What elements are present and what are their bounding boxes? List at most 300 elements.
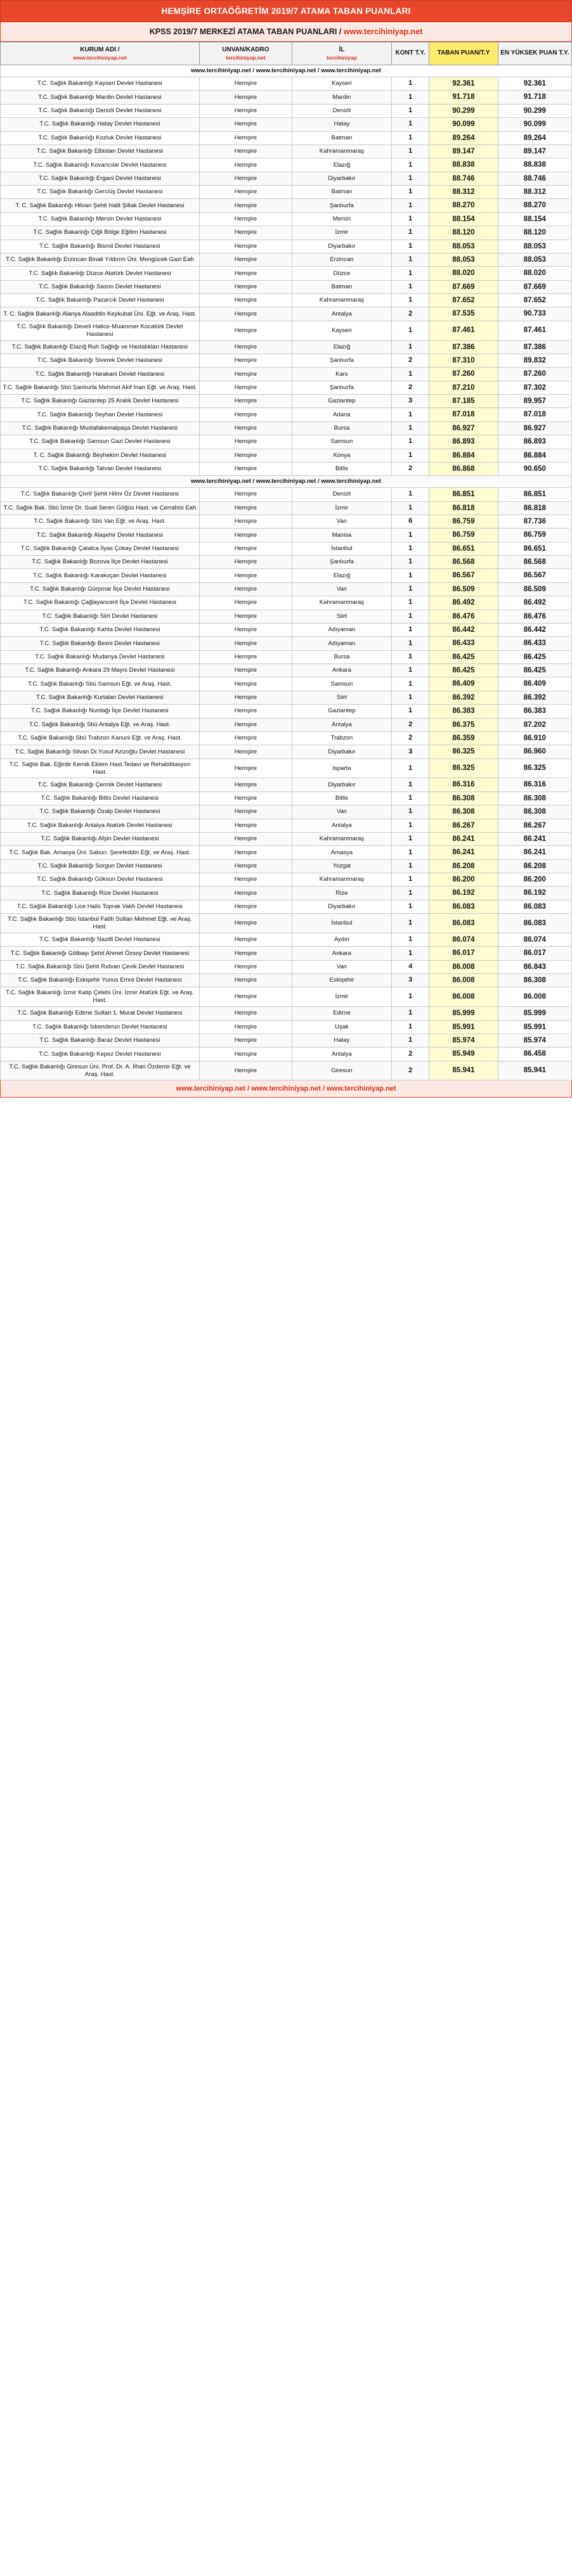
cell-taban-puan: 86.192: [429, 887, 498, 900]
cell-kontenjan: 1: [391, 212, 429, 226]
cell-unvan-kadro: Hemşire: [199, 846, 292, 859]
cell-il: Hatay: [292, 118, 391, 131]
cell-taban-puan: 86.383: [429, 705, 498, 718]
cell-en-yuksek-puan: 88.053: [498, 240, 571, 253]
cell-en-yuksek-puan: 85.974: [498, 1034, 571, 1047]
table-row: [1, 718, 572, 731]
cell-il: Siirt: [292, 610, 391, 623]
cell-kurum-adi: T.C. Sağlık Bakanlığı Ankara 29 Mayıs Devlet Hastanesi: [1, 664, 200, 677]
cell-kurum-adi: T.C. Sağlık Bakanlığı Mudanya Devlet Hastanesi: [1, 650, 200, 663]
cell-kurum-adi: T.C. Sağlık Bakanlığı Kepez Devlet Hastanesi: [1, 1048, 200, 1061]
cell-kurum-adi: T.C. Sağlık Bakanlığı Hatay Devlet Hastanesi: [1, 118, 200, 131]
cell-il: Diyarbakır: [292, 900, 391, 913]
cell-taban-puan: 90.299: [429, 104, 498, 117]
cell-unvan-kadro: Hemşire: [199, 1048, 292, 1061]
cell-unvan-kadro: Hemşire: [199, 778, 292, 791]
cell-kurum-adi: T.C. Sağlık Bakanlığı Karakoçan Devlet Hastanesi: [1, 569, 200, 582]
cell-kurum-adi: T.C. Sağlık Bakanlığı İzmir Katip Çelebi Üni. İzmir Atatürk Eğt. ve Araş. Hast.: [1, 987, 200, 1007]
cell-kontenjan: 1: [391, 623, 429, 636]
cell-en-yuksek-puan: 85.999: [498, 1007, 571, 1020]
cell-kurum-adi: T.C. Sağlık Bakanlığı Elazığ Ruh Sağlığı ve Hastalıkları Hastanesi: [1, 340, 200, 354]
cell-unvan-kadro: Hemşire: [199, 462, 292, 475]
cell-il: Van: [292, 515, 391, 528]
cell-il: Van: [292, 582, 391, 596]
cell-kontenjan: 2: [391, 381, 429, 394]
cell-en-yuksek-puan: 86.476: [498, 610, 571, 623]
table-row: [1, 408, 572, 421]
cell-kurum-adi: T.C. Sağlık Bakanlığı Giresun Üni. Prof. Dr. A. İlhan Özdemir Eğt. ve Araş. Hast.: [1, 1061, 200, 1080]
column-header-il-site: tercihiniyap: [327, 54, 357, 61]
cell-il: Siirt: [292, 691, 391, 704]
footer-banner[interactable]: www.tercihiniyap.net / www.tercihiniyap.net / www.tercihiniyap.net: [0, 1080, 572, 1098]
cell-taban-puan: 88.053: [429, 253, 498, 266]
cell-taban-puan: 87.386: [429, 340, 498, 354]
cell-kontenjan: 1: [391, 637, 429, 650]
cell-il: Diyarbakır: [292, 745, 391, 759]
table-row: [1, 582, 572, 596]
cell-unvan-kadro: Hemşire: [199, 650, 292, 663]
cell-taban-puan: 85.991: [429, 1020, 498, 1034]
cell-unvan-kadro: Hemşire: [199, 104, 292, 117]
table-row: [1, 1048, 572, 1061]
cell-en-yuksek-puan: 86.308: [498, 791, 571, 805]
cell-kurum-adi: T.C. Sağlık Bakanlığı İskenderun Devlet Hastanesi: [1, 1020, 200, 1034]
cell-unvan-kadro: Hemşire: [199, 745, 292, 759]
cell-en-yuksek-puan: 87.302: [498, 381, 571, 394]
cell-kontenjan: 1: [391, 421, 429, 435]
cell-kurum-adi: T.C. Sağlık Bakanlığı Gaziantep 25 Aralık Devlet Hastanesi: [1, 395, 200, 408]
cell-il: İstanbul: [292, 542, 391, 555]
cell-kurum-adi: T.C. Sağlık Bakanlığı Pazarcık Devlet Hastanesi: [1, 294, 200, 307]
cell-unvan-kadro: Hemşire: [199, 395, 292, 408]
column-header-unvan-label: UNVAN/KADRO: [222, 46, 270, 53]
cell-en-yuksek-puan: 86.843: [498, 960, 571, 973]
cell-il: Hatay: [292, 1034, 391, 1047]
table-row: [1, 556, 572, 569]
cell-il: Aydın: [292, 933, 391, 946]
cell-unvan-kadro: Hemşire: [199, 77, 292, 91]
cell-en-yuksek-puan: 86.392: [498, 691, 571, 704]
cell-kontenjan: 1: [391, 408, 429, 421]
cell-il: Trabzon: [292, 731, 391, 745]
cell-il: Batman: [292, 280, 391, 293]
cell-en-yuksek-puan: 89.957: [498, 395, 571, 408]
cell-kurum-adi: T.C. Sağlık Bakanlığı Denizli Devlet Hastanesi: [1, 104, 200, 117]
ad-banner-text-middle[interactable]: www.tercihiniyap.net / www.tercihiniyap.net / www.tercihiniyap.net: [1, 476, 572, 488]
cell-en-yuksek-puan: 86.509: [498, 582, 571, 596]
cell-unvan-kadro: Hemşire: [199, 933, 292, 946]
cell-taban-puan: 91.718: [429, 91, 498, 104]
cell-en-yuksek-puan: 88.053: [498, 253, 571, 266]
cell-taban-puan: 86.476: [429, 610, 498, 623]
cell-il: Şanlıurfa: [292, 381, 391, 394]
column-header-unvan-site: tercihiniyap.net: [225, 54, 266, 61]
cell-kontenjan: 1: [391, 199, 429, 212]
cell-unvan-kadro: Hemşire: [199, 340, 292, 354]
cell-kurum-adi: T.C. Sağlık Bakanlığı Harakani Devlet Hastanesi: [1, 368, 200, 381]
cell-il: Şanlıurfa: [292, 199, 391, 212]
cell-il: Batman: [292, 186, 391, 199]
cell-kontenjan: 4: [391, 960, 429, 973]
cell-kontenjan: 1: [391, 131, 429, 144]
cell-kontenjan: 1: [391, 873, 429, 887]
cell-kurum-adi: T.C. Sağlık Bakanlığı Özalp Devlet Hastanesi: [1, 805, 200, 819]
cell-il: Bursa: [292, 650, 391, 663]
cell-unvan-kadro: Hemşire: [199, 354, 292, 367]
cell-unvan-kadro: Hemşire: [199, 158, 292, 172]
cell-unvan-kadro: Hemşire: [199, 368, 292, 381]
cell-il: Rize: [292, 887, 391, 900]
table-row: [1, 435, 572, 449]
table-row: [1, 381, 572, 394]
cell-il: Adıyaman: [292, 637, 391, 650]
cell-il: Isparta: [292, 759, 391, 778]
cell-unvan-kadro: Hemşire: [199, 887, 292, 900]
cell-kurum-adi: T.C. Sağlık Bakanlığı Mersin Devlet Hastanesi: [1, 212, 200, 226]
cell-taban-puan: 87.652: [429, 294, 498, 307]
cell-kontenjan: 1: [391, 158, 429, 172]
cell-kurum-adi: T.C. Sağlık Bakanlığı Sbü Antalya Eğt. ve Araş. Hast.: [1, 718, 200, 731]
cell-kontenjan: 3: [391, 974, 429, 987]
ad-banner-text-top[interactable]: www.tercihiniyap.net / www.tercihiniyap.net / www.tercihiniyap.net: [1, 65, 572, 77]
cell-kurum-adi: T.C. Sağlık Bakanlığı Mardin Devlet Hastanesi: [1, 91, 200, 104]
table-row: [1, 846, 572, 859]
cell-en-yuksek-puan: 92.361: [498, 77, 571, 91]
cell-kurum-adi: T.C. Sağlık Bakanlığı Siirt Devlet Hastanesi: [1, 610, 200, 623]
cell-kontenjan: 2: [391, 307, 429, 321]
table-row: [1, 395, 572, 408]
cell-kurum-adi: T. C. Sağlık Bakanlığı Alanya Alaaddin Keykubat Üni. Eğt. ve Araş. Hast.: [1, 307, 200, 321]
cell-unvan-kadro: Hemşire: [199, 172, 292, 185]
table-row: [1, 462, 572, 475]
cell-unvan-kadro: Hemşire: [199, 321, 292, 340]
cell-kontenjan: 1: [391, 104, 429, 117]
cell-kontenjan: 1: [391, 280, 429, 293]
subtitle-text: KPSS 2019/7 MERKEZİ ATAMA TABAN PUANLARI /: [149, 27, 344, 36]
cell-il: Batman: [292, 131, 391, 144]
table-row: [1, 832, 572, 845]
cell-kurum-adi: T.C. Sağlık Bakanlığı Afşin Devlet Hastanesi: [1, 832, 200, 845]
table-row: [1, 421, 572, 435]
cell-en-yuksek-puan: 90.299: [498, 104, 571, 117]
cell-en-yuksek-puan: 88.020: [498, 267, 571, 280]
column-header-kurum-site: www.tercihiniyap.net: [73, 54, 127, 61]
column-header-taban-puan: TABAN PUAN/T.Y: [429, 42, 498, 65]
cell-unvan-kadro: Hemşire: [199, 529, 292, 542]
cell-unvan-kadro: Hemşire: [199, 960, 292, 973]
table-row: [1, 650, 572, 663]
cell-en-yuksek-puan: 86.651: [498, 542, 571, 555]
cell-il: Van: [292, 960, 391, 973]
cell-kontenjan: 2: [391, 1048, 429, 1061]
cell-unvan-kadro: Hemşire: [199, 759, 292, 778]
cell-kontenjan: 1: [391, 987, 429, 1007]
cell-il: Elazığ: [292, 569, 391, 582]
cell-il: Kahramanmaraş: [292, 873, 391, 887]
table-row: [1, 637, 572, 650]
cell-kurum-adi: T. C. Sağlık Bakanlığı Beyhekim Devlet Hastanesi: [1, 449, 200, 462]
cell-kurum-adi: T.C. Sağlık Bak. Sbü İzmir Dr. Suat Seren Göğüs Hast. ve Cerrahisi Eah: [1, 501, 200, 515]
table-row: [1, 340, 572, 354]
cell-unvan-kadro: Hemşire: [199, 280, 292, 293]
cell-kontenjan: 1: [391, 819, 429, 832]
cell-taban-puan: 87.210: [429, 381, 498, 394]
cell-unvan-kadro: Hemşire: [199, 623, 292, 636]
cell-kontenjan: 1: [391, 77, 429, 91]
cell-il: Kayseri: [292, 77, 391, 91]
table-row: [1, 1061, 572, 1080]
cell-unvan-kadro: Hemşire: [199, 488, 292, 501]
cell-unvan-kadro: Hemşire: [199, 421, 292, 435]
cell-kontenjan: 1: [391, 569, 429, 582]
cell-en-yuksek-puan: 85.991: [498, 1020, 571, 1034]
cell-il: Kahramanmaraş: [292, 596, 391, 610]
cell-kontenjan: 1: [391, 449, 429, 462]
cell-taban-puan: 85.949: [429, 1048, 498, 1061]
cell-kurum-adi: T.C. Sağlık Bakanlığı Ergani Devlet Hastanesi: [1, 172, 200, 185]
cell-taban-puan: 86.241: [429, 846, 498, 859]
cell-en-yuksek-puan: 86.325: [498, 759, 571, 778]
table-row: [1, 280, 572, 293]
cell-kurum-adi: T.C. Sağlık Bakanlığı Gürpınar İlçe Devlet Hastanesi: [1, 582, 200, 596]
cell-en-yuksek-puan: 86.208: [498, 859, 571, 873]
cell-kurum-adi: T.C. Sağlık Bakanlığı Tatvan Devlet Hastanesi: [1, 462, 200, 475]
table-row: [1, 212, 572, 226]
cell-unvan-kadro: Hemşire: [199, 819, 292, 832]
cell-kontenjan: 1: [391, 253, 429, 266]
cell-kontenjan: 1: [391, 542, 429, 555]
cell-kurum-adi: T.C. Sağlık Bakanlığı Erzincan Binali Yıldırım Üni. Mengücek Gazi Eah: [1, 253, 200, 266]
cell-il: Van: [292, 805, 391, 819]
cell-il: Ankara: [292, 664, 391, 677]
cell-unvan-kadro: Hemşire: [199, 131, 292, 144]
table-row: [1, 529, 572, 542]
cell-en-yuksek-puan: 87.669: [498, 280, 571, 293]
cell-en-yuksek-puan: 86.910: [498, 731, 571, 745]
cell-il: Giresun: [292, 1061, 391, 1080]
cell-taban-puan: 86.759: [429, 515, 498, 528]
cell-unvan-kadro: Hemşire: [199, 408, 292, 421]
cell-taban-puan: 87.185: [429, 395, 498, 408]
cell-il: Adana: [292, 408, 391, 421]
cell-il: Kars: [292, 368, 391, 381]
cell-unvan-kadro: Hemşire: [199, 240, 292, 253]
cell-en-yuksek-puan: 85.941: [498, 1061, 571, 1080]
cell-en-yuksek-puan: 86.851: [498, 488, 571, 501]
cell-kurum-adi: T.C. Sağlık Bakanlığı Bitlis Devlet Hastanesi: [1, 791, 200, 805]
cell-en-yuksek-puan: 86.433: [498, 637, 571, 650]
cell-unvan-kadro: Hemşire: [199, 974, 292, 987]
cell-il: Diyarbakır: [292, 172, 391, 185]
cell-il: Antalya: [292, 1048, 391, 1061]
cell-unvan-kadro: Hemşire: [199, 873, 292, 887]
cell-taban-puan: 86.425: [429, 664, 498, 677]
atama-taban-puanlari-table: [0, 42, 572, 1080]
cell-en-yuksek-puan: 88.120: [498, 226, 571, 240]
cell-il: Uşak: [292, 1020, 391, 1034]
cell-kurum-adi: T.C. Sağlık Bakanlığı Rize Devlet Hastanesi: [1, 887, 200, 900]
cell-unvan-kadro: Hemşire: [199, 449, 292, 462]
cell-il: İzmir: [292, 987, 391, 1007]
cell-kurum-adi: T.C. Sağlık Bakanlığı Bozova İlçe Devlet Hastanesi: [1, 556, 200, 569]
cell-en-yuksek-puan: 89.264: [498, 131, 571, 144]
cell-kontenjan: 1: [391, 144, 429, 158]
column-header-kurum: [1, 42, 200, 65]
cell-unvan-kadro: Hemşire: [199, 731, 292, 745]
subtitle-site-link[interactable]: www.tercihiniyap.net: [343, 27, 423, 36]
cell-taban-puan: 86.359: [429, 731, 498, 745]
cell-en-yuksek-puan: 86.442: [498, 623, 571, 636]
cell-en-yuksek-puan: 86.759: [498, 529, 571, 542]
cell-taban-puan: 86.884: [429, 449, 498, 462]
cell-kontenjan: 1: [391, 1034, 429, 1047]
table-row: [1, 987, 572, 1007]
cell-taban-puan: 86.017: [429, 947, 498, 960]
cell-taban-puan: 88.154: [429, 212, 498, 226]
cell-unvan-kadro: Hemşire: [199, 596, 292, 610]
cell-en-yuksek-puan: 86.458: [498, 1048, 571, 1061]
cell-il: Denizli: [292, 488, 391, 501]
cell-en-yuksek-puan: 86.008: [498, 987, 571, 1007]
table-header: [1, 42, 572, 77]
cell-en-yuksek-puan: 86.083: [498, 914, 571, 933]
table-body: [1, 77, 572, 1080]
cell-taban-puan: 88.270: [429, 199, 498, 212]
cell-unvan-kadro: Hemşire: [199, 582, 292, 596]
table-row: [1, 887, 572, 900]
cell-kontenjan: 2: [391, 354, 429, 367]
cell-kurum-adi: T.C. Sağlık Bakanlığı Seyhan Devlet Hastanesi: [1, 408, 200, 421]
cell-kurum-adi: T.C. Sağlık Bakanlığı Antalya Atatürk Devlet Hastanesi: [1, 819, 200, 832]
cell-il: Elazığ: [292, 158, 391, 172]
cell-en-yuksek-puan: 86.083: [498, 900, 571, 913]
cell-kurum-adi: T.C. Sağlık Bakanlığı Sbü İstanbul Fatih Sultan Mehmet Eğt. ve Araş. Hast.: [1, 914, 200, 933]
table-row: [1, 118, 572, 131]
cell-il: Erzincan: [292, 253, 391, 266]
cell-taban-puan: 86.200: [429, 873, 498, 887]
cell-taban-puan: 86.392: [429, 691, 498, 704]
table-row: [1, 104, 572, 117]
cell-unvan-kadro: Hemşire: [199, 914, 292, 933]
page-container: [0, 0, 572, 1098]
cell-taban-puan: 87.461: [429, 321, 498, 340]
cell-il: Gaziantep: [292, 395, 391, 408]
cell-unvan-kadro: Hemşire: [199, 501, 292, 515]
cell-taban-puan: 92.361: [429, 77, 498, 91]
cell-en-yuksek-puan: 91.718: [498, 91, 571, 104]
cell-il: Bursa: [292, 421, 391, 435]
cell-taban-puan: 86.492: [429, 596, 498, 610]
cell-kontenjan: 3: [391, 745, 429, 759]
cell-en-yuksek-puan: 88.312: [498, 186, 571, 199]
cell-taban-puan: 87.310: [429, 354, 498, 367]
cell-kontenjan: 1: [391, 677, 429, 691]
cell-il: Manisa: [292, 529, 391, 542]
cell-unvan-kadro: Hemşire: [199, 1020, 292, 1034]
cell-il: İzmir: [292, 501, 391, 515]
cell-kurum-adi: T.C. Sağlık Bakanlığı Kovancılar Devlet Hastanesi: [1, 158, 200, 172]
cell-unvan-kadro: Hemşire: [199, 381, 292, 394]
cell-unvan-kadro: Hemşire: [199, 556, 292, 569]
cell-unvan-kadro: Hemşire: [199, 294, 292, 307]
cell-taban-puan: 86.759: [429, 529, 498, 542]
cell-unvan-kadro: Hemşire: [199, 718, 292, 731]
table-row: [1, 294, 572, 307]
cell-kontenjan: 1: [391, 900, 429, 913]
cell-kurum-adi: T.C. Sağlık Bakanlığı Nurdağı İlçe Devlet Hastanesi: [1, 705, 200, 718]
cell-taban-puan: 86.409: [429, 677, 498, 691]
cell-en-yuksek-puan: 89.832: [498, 354, 571, 367]
table-row: [1, 267, 572, 280]
cell-il: Mersin: [292, 212, 391, 226]
cell-kurum-adi: T.C. Sağlık Bakanlığı Kurtalan Devlet Hastanesi: [1, 691, 200, 704]
cell-en-yuksek-puan: 86.884: [498, 449, 571, 462]
cell-kurum-adi: T.C. Sağlık Bakanlığı Alaşehir Devlet Hastanesi: [1, 529, 200, 542]
cell-kurum-adi: T.C. Sağlık Bakanlığı Sbü Van Eğt. ve Araş. Hast.: [1, 515, 200, 528]
cell-en-yuksek-puan: 87.461: [498, 321, 571, 340]
cell-il: Samsun: [292, 677, 391, 691]
cell-taban-puan: 89.264: [429, 131, 498, 144]
cell-kurum-adi: T.C. Sağlık Bakanlığı Sbü Şanlıurfa Mehmet Akif İnan Eğt. ve Araş. Hast.: [1, 381, 200, 394]
table-row: [1, 240, 572, 253]
cell-en-yuksek-puan: 86.927: [498, 421, 571, 435]
cell-kontenjan: 1: [391, 805, 429, 819]
cell-taban-puan: 86.868: [429, 462, 498, 475]
cell-kontenjan: 1: [391, 529, 429, 542]
cell-en-yuksek-puan: 86.425: [498, 664, 571, 677]
cell-unvan-kadro: Hemşire: [199, 805, 292, 819]
table-row: [1, 745, 572, 759]
cell-unvan-kadro: Hemşire: [199, 1007, 292, 1020]
table-row: [1, 226, 572, 240]
cell-kurum-adi: T.C. Sağlık Bakanlığı Kozluk Devlet Hastanesi: [1, 131, 200, 144]
cell-unvan-kadro: Hemşire: [199, 144, 292, 158]
table-row: [1, 515, 572, 528]
ad-banner-row-middle: [1, 476, 572, 488]
cell-taban-puan: 85.941: [429, 1061, 498, 1080]
table-header-row: [1, 42, 572, 65]
cell-en-yuksek-puan: 87.652: [498, 294, 571, 307]
table-row: [1, 914, 572, 933]
cell-kontenjan: 1: [391, 759, 429, 778]
cell-unvan-kadro: Hemşire: [199, 664, 292, 677]
cell-kontenjan: 2: [391, 731, 429, 745]
cell-en-yuksek-puan: 86.425: [498, 650, 571, 663]
cell-kurum-adi: T.C. Sağlık Bakanlığı Edirne Sultan 1. Murat Devlet Hastanesi: [1, 1007, 200, 1020]
cell-taban-puan: 86.008: [429, 974, 498, 987]
table-row: [1, 731, 572, 745]
cell-il: Edirne: [292, 1007, 391, 1020]
cell-kontenjan: 1: [391, 705, 429, 718]
table-row: [1, 199, 572, 212]
cell-kontenjan: 2: [391, 462, 429, 475]
cell-il: Adıyaman: [292, 623, 391, 636]
cell-en-yuksek-puan: 86.316: [498, 778, 571, 791]
cell-taban-puan: 86.308: [429, 791, 498, 805]
cell-kontenjan: 1: [391, 664, 429, 677]
table-row: [1, 805, 572, 819]
cell-kurum-adi: T.C. Sağlık Bakanlığı Develi Hatice-Muammer Kocatürk Devlet Hastanesi: [1, 321, 200, 340]
cell-il: İzmir: [292, 226, 391, 240]
table-row: [1, 664, 572, 677]
cell-kontenjan: 3: [391, 395, 429, 408]
cell-il: Bitlis: [292, 791, 391, 805]
cell-kontenjan: 1: [391, 1007, 429, 1020]
cell-taban-puan: 88.020: [429, 267, 498, 280]
cell-kurum-adi: T.C. Sağlık Bakanlığı Kayseri Devlet Hastanesi: [1, 77, 200, 91]
table-row: [1, 186, 572, 199]
cell-taban-puan: 86.851: [429, 488, 498, 501]
